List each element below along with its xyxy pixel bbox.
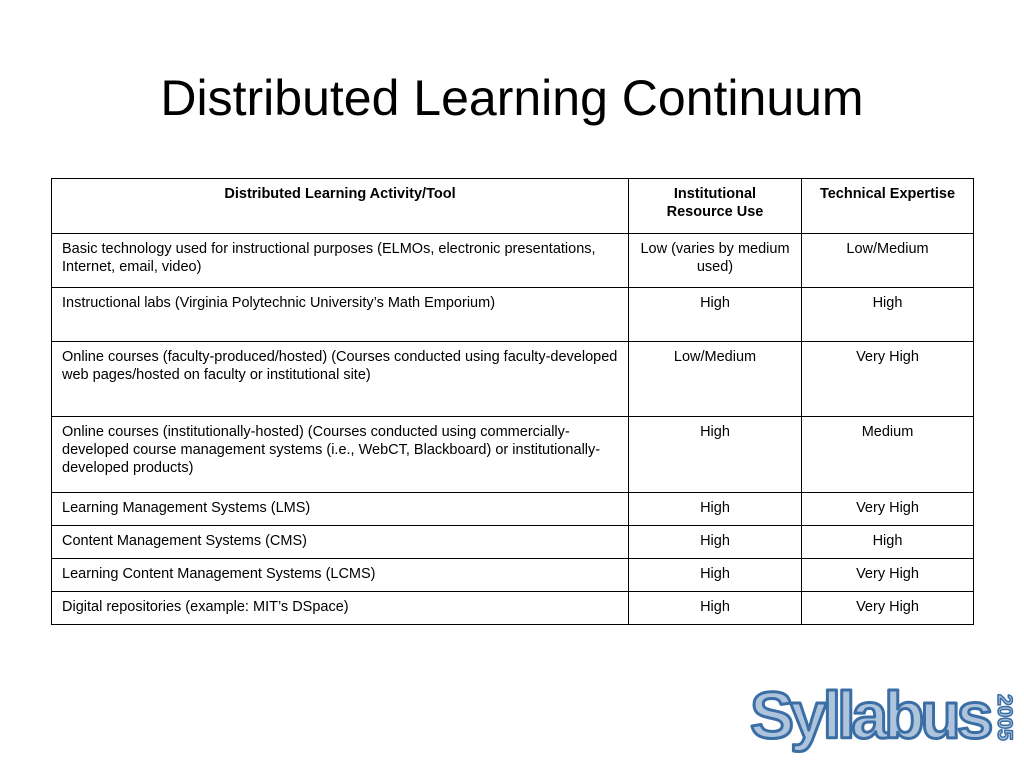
cell-resource-use: High: [629, 288, 802, 342]
syllabus-logo-wordmark: Syllabus: [750, 678, 990, 752]
cell-resource-use: High: [629, 592, 802, 625]
cell-expertise: Very High: [802, 559, 974, 592]
header-activity: Distributed Learning Activity/Tool: [52, 179, 629, 234]
syllabus-logo-year: 2005: [993, 694, 1016, 741]
table-row: [52, 493, 974, 526]
table-row: [52, 288, 974, 342]
cell-expertise: Very High: [802, 493, 974, 526]
cell-activity: Basic technology used for instructional purposes (ELMOs, electronic presentations, Internet, email, video): [52, 234, 629, 288]
cell-activity: Digital repositories (example: MIT’s DSpace): [52, 592, 629, 625]
cell-expertise: High: [802, 288, 974, 342]
syllabus-logo: [748, 676, 1020, 756]
cell-resource-use: High: [629, 493, 802, 526]
cell-resource-use: High: [629, 417, 802, 493]
cell-expertise: Low/Medium: [802, 234, 974, 288]
table-row: [52, 559, 974, 592]
cell-expertise: High: [802, 526, 974, 559]
cell-activity: Instructional labs (Virginia Polytechnic University’s Math Emporium): [52, 288, 629, 342]
header-resource-use: Institutional Resource Use: [629, 179, 802, 234]
cell-resource-use: High: [629, 559, 802, 592]
cell-expertise: Very High: [802, 592, 974, 625]
cell-expertise: Very High: [802, 342, 974, 417]
slide-title: Distributed Learning Continuum: [160, 70, 864, 126]
continuum-table: [51, 178, 974, 625]
cell-activity: Learning Content Management Systems (LCMS): [52, 559, 629, 592]
table-row: [52, 592, 974, 625]
cell-activity: Online courses (institutionally-hosted) (Courses conducted using commercially-developed course management systems (i.e., WebCT, Blackboard) or institutionally-developed products): [52, 417, 629, 493]
cell-activity: Content Management Systems (CMS): [52, 526, 629, 559]
cell-resource-use: Low (varies by medium used): [629, 234, 802, 288]
table-row: [52, 234, 974, 288]
cell-resource-use: Low/Medium: [629, 342, 802, 417]
cell-activity: Online courses (faculty-produced/hosted) (Courses conducted using faculty-developed web pages/hosted on faculty or institutional site): [52, 342, 629, 417]
table-row: [52, 342, 974, 417]
table-row: [52, 526, 974, 559]
header-technical-expertise: Technical Expertise: [802, 179, 974, 234]
cell-activity: Learning Management Systems (LMS): [52, 493, 629, 526]
cell-resource-use: High: [629, 526, 802, 559]
table-header-row: [52, 179, 974, 234]
cell-expertise: Medium: [802, 417, 974, 493]
table-row: [52, 417, 974, 493]
